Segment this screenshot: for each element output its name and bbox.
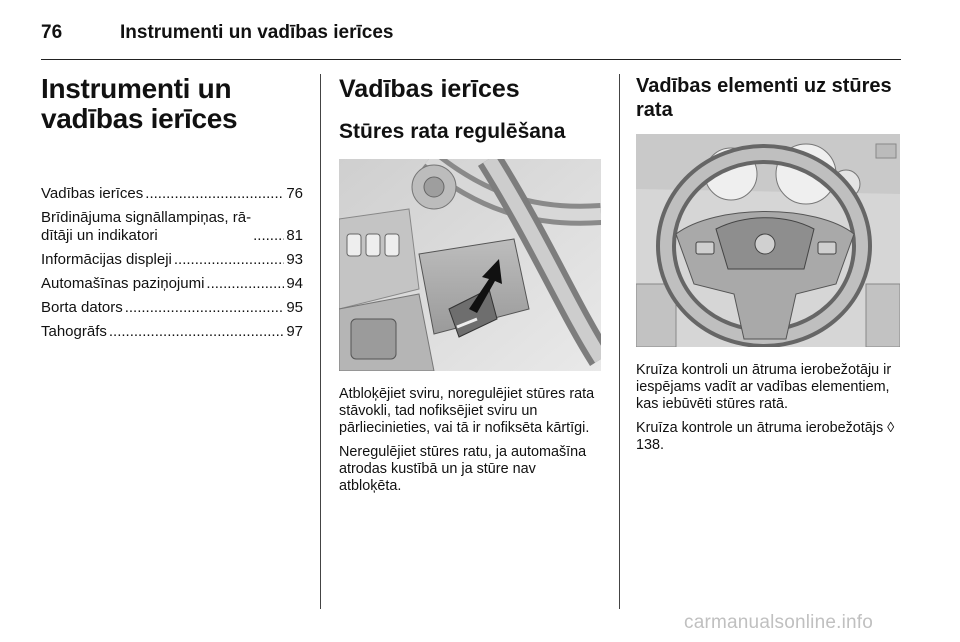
- toc-entry[interactable]: [41, 275, 303, 293]
- steering-adjustment-warning: Neregulējiet stūres ratu, ja automašīna atrodas kustībā un ja stūre nav atbloķēta.: [339, 443, 587, 495]
- cruise-control-reference-text: Kruīza kontrole un ātruma ierobežotājs: [636, 419, 884, 436]
- steering-wheel-illustration: [636, 134, 900, 347]
- column-steering-wheel-controls: [636, 74, 900, 460]
- toc-entry[interactable]: [41, 251, 303, 269]
- header-rule: [41, 59, 901, 60]
- toc-entry-page: 93: [286, 251, 303, 268]
- steering-lever-drawing: [339, 159, 601, 371]
- steering-adjustment-instruction: Atbloķējiet sviru, noregulējiet stūres rata stāvokli, tad nofiksējiet sviru un pārliecinieties, vai tā ir nofiksēta kārtīgi.: [339, 386, 595, 437]
- column-steering-adjustment: [339, 74, 601, 501]
- watermark: carmanualsonline.info: [684, 612, 874, 633]
- toc-entry-text: Borta dators: [41, 299, 123, 316]
- toc-entry-text: Informācijas displeji: [41, 251, 172, 268]
- toc-leader-dots: [253, 227, 284, 245]
- running-title: Instrumenti un vadības ierīces: [120, 22, 394, 43]
- controls-description: Kruīza kontroli un ātruma ierobežotāju ir iespējams vadīt ar vadības elementiem, kas iebūvēti stūres ratā.: [636, 362, 892, 413]
- page-number: 76: [41, 22, 63, 43]
- cruise-control-reference: [636, 420, 900, 454]
- toc-entry[interactable]: [41, 323, 303, 341]
- toc-entry-page: 94: [286, 275, 303, 292]
- steering-adjustment-illustration: [339, 159, 601, 371]
- section-title: Vadības ierīces: [339, 75, 520, 103]
- toc-entry-page: 95: [286, 299, 303, 316]
- toc-entry-page: 76: [286, 185, 303, 202]
- toc-entry[interactable]: [41, 185, 303, 203]
- column-toc: [41, 74, 303, 347]
- subsection-title: Stūres rata regulēšana: [339, 120, 566, 143]
- toc-leader-dots: [109, 323, 284, 341]
- toc-leader-dots: [145, 185, 284, 203]
- toc-entry-text: Vadības ierīces: [41, 185, 144, 202]
- toc-entry-text: Automašīnas paziņojumi: [41, 275, 205, 292]
- toc-leader-dots: [206, 275, 284, 293]
- section-title: Vadības elementi uz stūres rata: [636, 75, 892, 121]
- table-of-contents: [41, 185, 303, 341]
- toc-leader-dots: [174, 251, 284, 269]
- toc-entry-text: Tahogrāfs: [41, 323, 107, 340]
- chapter-title: Instrumenti un vadības ierīces: [41, 73, 238, 134]
- page-reference-icon: ◊: [887, 419, 895, 436]
- column-divider-left: [320, 74, 321, 609]
- steering-wheel-drawing: [636, 134, 900, 347]
- toc-entry-text: Brīdinājuma signāllampiņas, rā- dītāji un indikatori: [41, 209, 252, 244]
- toc-entry[interactable]: [41, 209, 303, 245]
- column-divider-right: [619, 74, 620, 609]
- page-header: [41, 14, 901, 54]
- toc-entry-page: 81: [286, 227, 303, 244]
- cruise-control-reference-page[interactable]: 138.: [636, 436, 665, 453]
- toc-entry[interactable]: [41, 299, 303, 317]
- toc-leader-dots: [125, 299, 285, 317]
- toc-entry-page: 97: [286, 323, 303, 340]
